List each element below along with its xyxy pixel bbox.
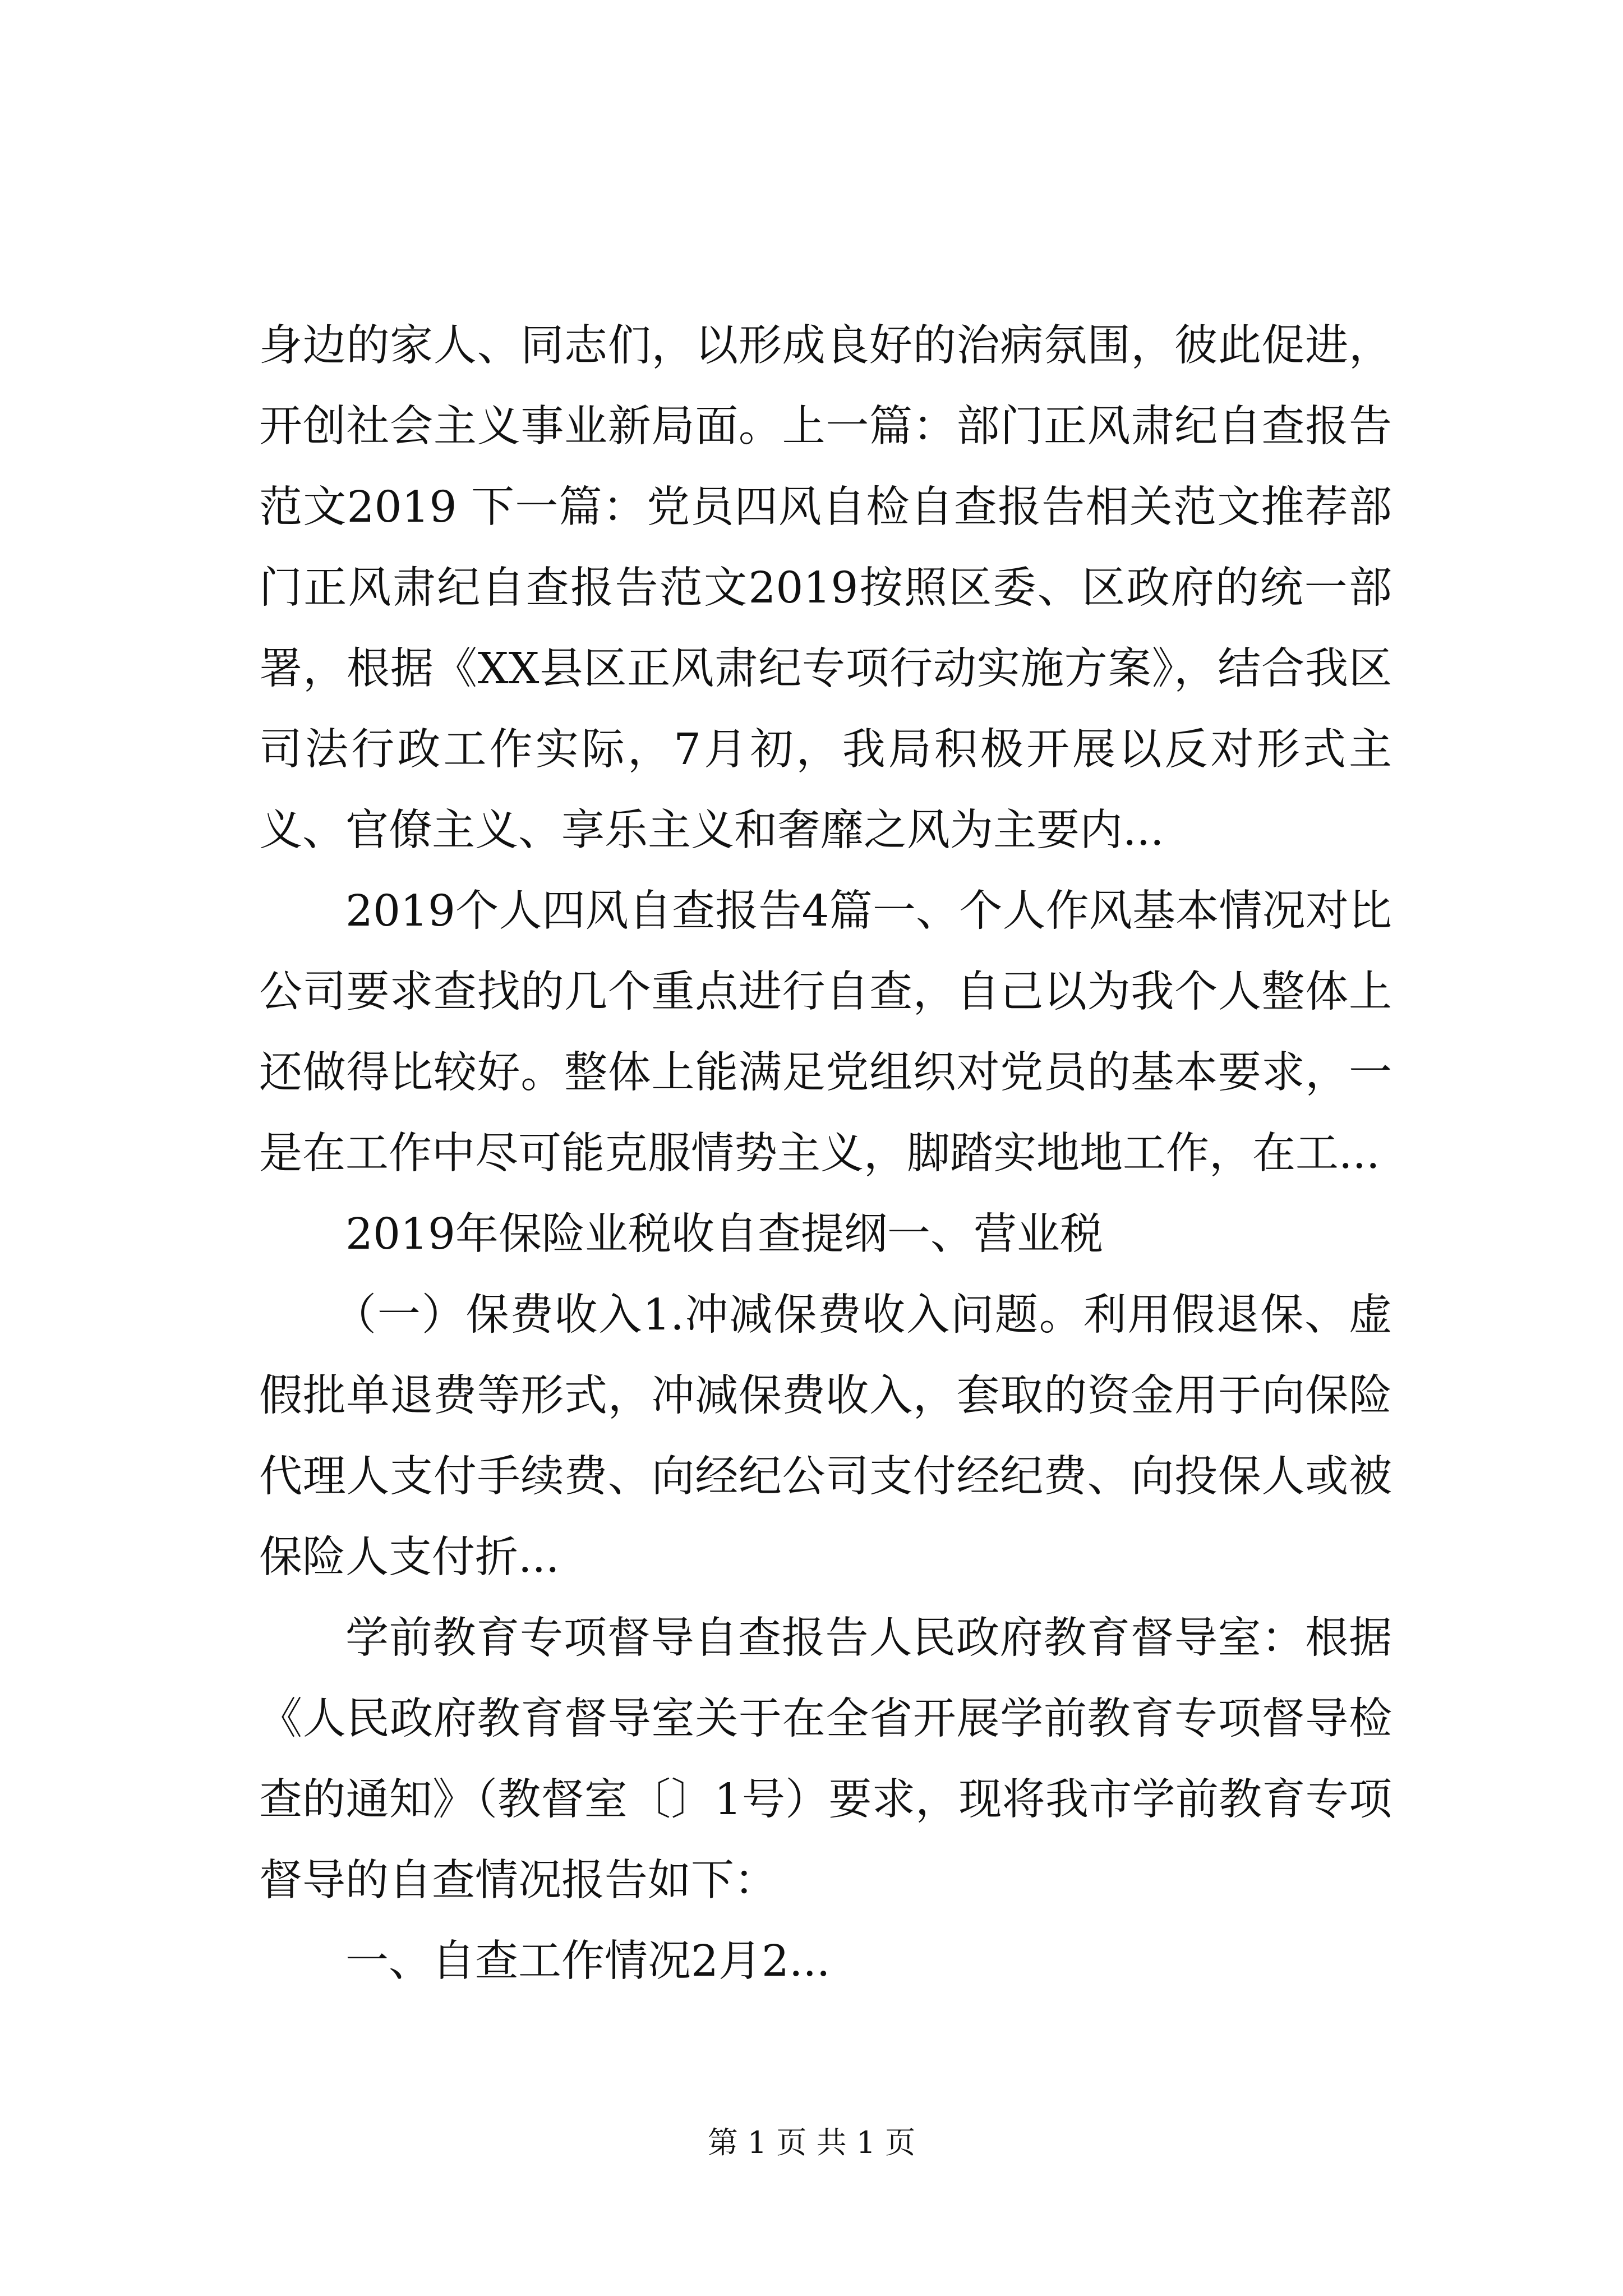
paragraph-5: 学前教育专项督导自查报告人民政府教育督导室：根据《人民政府教育督导室关于在全省开展学前教育专项督导检查的通知》（教督室〔〕1号）要求，现将我市学前教育专项督导的自查情况报告如下： — [259, 1613, 1392, 1906]
paragraph-4: （一）保费收入1.冲减保费收入问题。利用假退保、虚假批单退费等形式，冲减保费收入，套取的资金用于向保险代理人支付手续费、向经纪公司支付经纪费、向投保人或被保险人支付折... — [259, 1290, 1392, 1582]
page-number-footer: 第 1 页 共 1 页 — [707, 2125, 916, 2160]
paragraph-6: 一、自查工作情况2月2... — [345, 1936, 831, 1986]
paragraph-2: 2019个人四风自查报告4篇一、个人作风基本情况对比公司要求查找的几个重点进行自查，自己以为我个人整体上还做得比较好。整体上能满足党组织对党员的基本要求，一是在工作中尽可能克服情势主义，脚踏实地地工作，在工... — [259, 886, 1392, 1179]
paragraph-1: 身边的家人、同志们，以形成良好的治病氛围，彼此促进，开创社会主义事业新局面。上一篇：部门正风肃纪自查报告范文2019 下一篇：党员四风自检自查报告相关范文推荐部门正风肃纪自查报告范文2019按照区委、区政府的统一部署，根据《XX县区正风肃纪专项行动实施方案》，结合我区司法行政工作实际，7月初，我局积极开展以反对形式主义、官僚主义、享乐主义和奢靡之风为主要内... — [259, 321, 1392, 855]
document-body — [259, 306, 1392, 2002]
paragraph-3: 2019年保险业税收自查提纲一、营业税 — [345, 1209, 1103, 1259]
